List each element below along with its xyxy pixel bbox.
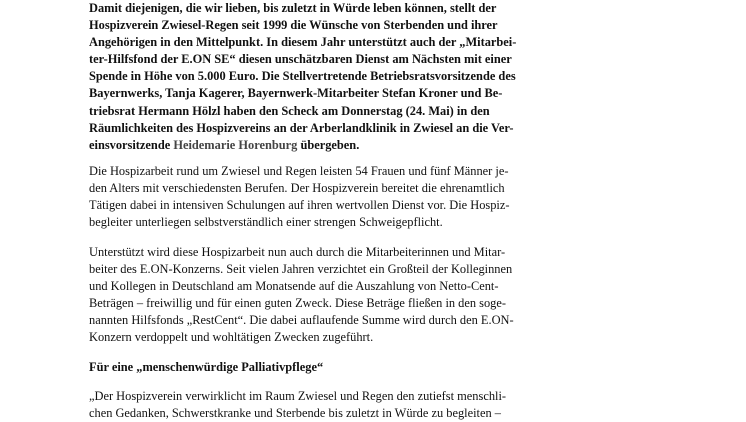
lead-line: ter-Hilfsfond der E.ON SE“ diesen unschätzbaren Dienst am Nächsten mit einer — [89, 52, 512, 67]
lead-paragraph — [89, 0, 516, 154]
team-line: den Alters mit verschiedensten Berufen. Der Hospizverein bereitet die ehrenamtlich — [89, 181, 505, 196]
quote-paragraph — [89, 388, 506, 422]
eon-line: beiter des E.ON-Konzerns. Seit vielen Jahren verzichtet ein Großteil der Kolleginnen — [89, 262, 513, 277]
eon-paragraph — [89, 244, 514, 347]
lead-line: Damit diejenigen, die wir lieben, bis zuletzt in Würde leben können, stellt der — [89, 1, 497, 15]
lead-line: Angehörigen in den Mittelpunkt. In diesem Jahr unterstützt auch der „Mitarbei- — [89, 35, 517, 50]
team-paragraph — [89, 163, 510, 231]
lead-last-suffix: übergeben. — [297, 137, 360, 152]
quote-line: chen Gedanken, Schwerstkranke und Sterbende bis zuletzt in Würde zu begleiten – — [89, 406, 501, 421]
lead-line: Räumlichkeiten des Hospizvereins an der Arberlandklinik in Zwiesel an die Ver- — [89, 120, 514, 135]
eon-line: nannten Hilfsfonds „RestCent“. Die dabei auflaufende Summe wird durch den E.ON- — [89, 313, 514, 328]
eon-line: Unterstützt wird diese Hospizarbeit nun auch durch die Mitarbeiterinnen und Mitar- — [89, 245, 506, 259]
lead-last-prefix: einsvorsitzende — [89, 137, 174, 152]
eon-line: und Kollegen in Deutschland am Monatsende auf die Auszahlung von Netto-Cent- — [89, 279, 499, 294]
lead-line: Spende in Höhe von 5.000 Euro. Die Stellvertretende Betriebsratsvorsitzende des — [89, 69, 516, 84]
lead-line: triebsrat Hermann Hölzl haben den Scheck am Donnerstag (24. Mai) in den — [89, 103, 490, 118]
eon-line: Beträgen – freiwillig und für einen guten Zweck. Diese Beträge fließen in den soge- — [89, 296, 507, 311]
team-line: Tätigen dabei in intensiven Schulungen auf ihren wertvollen Dienst vor. Die Hospiz- — [89, 198, 510, 213]
lead-line-last — [89, 137, 516, 154]
chairwoman-name: Heidemarie Horenburg — [173, 137, 298, 152]
quote-line: „Der Hospizverein verwirklicht im Raum Zwiesel und Regen den zutiefst menschli- — [89, 389, 507, 403]
section-heading: Für eine „menschenwürdige Palliativpflege“ — [89, 360, 324, 374]
lead-line: Bayernwerks, Tanja Kagerer, Bayernwerk-Mitarbeiter Stefan Kroner und Be- — [89, 86, 503, 101]
eon-line: Konzern verdoppelt und wohltätigen Zwecken zugeführt. — [89, 330, 374, 345]
team-line: Die Hospizarbeit rund um Zwiesel und Regen leisten 54 Frauen und fünf Männer je- — [89, 164, 509, 178]
lead-line: Hospizverein Zwiesel-Regen seit 1999 die Wünsche von Sterbenden und ihrer — [89, 18, 498, 33]
team-line: begleiter unterliegen selbstverständlich einer strengen Schweigepflicht. — [89, 215, 443, 230]
